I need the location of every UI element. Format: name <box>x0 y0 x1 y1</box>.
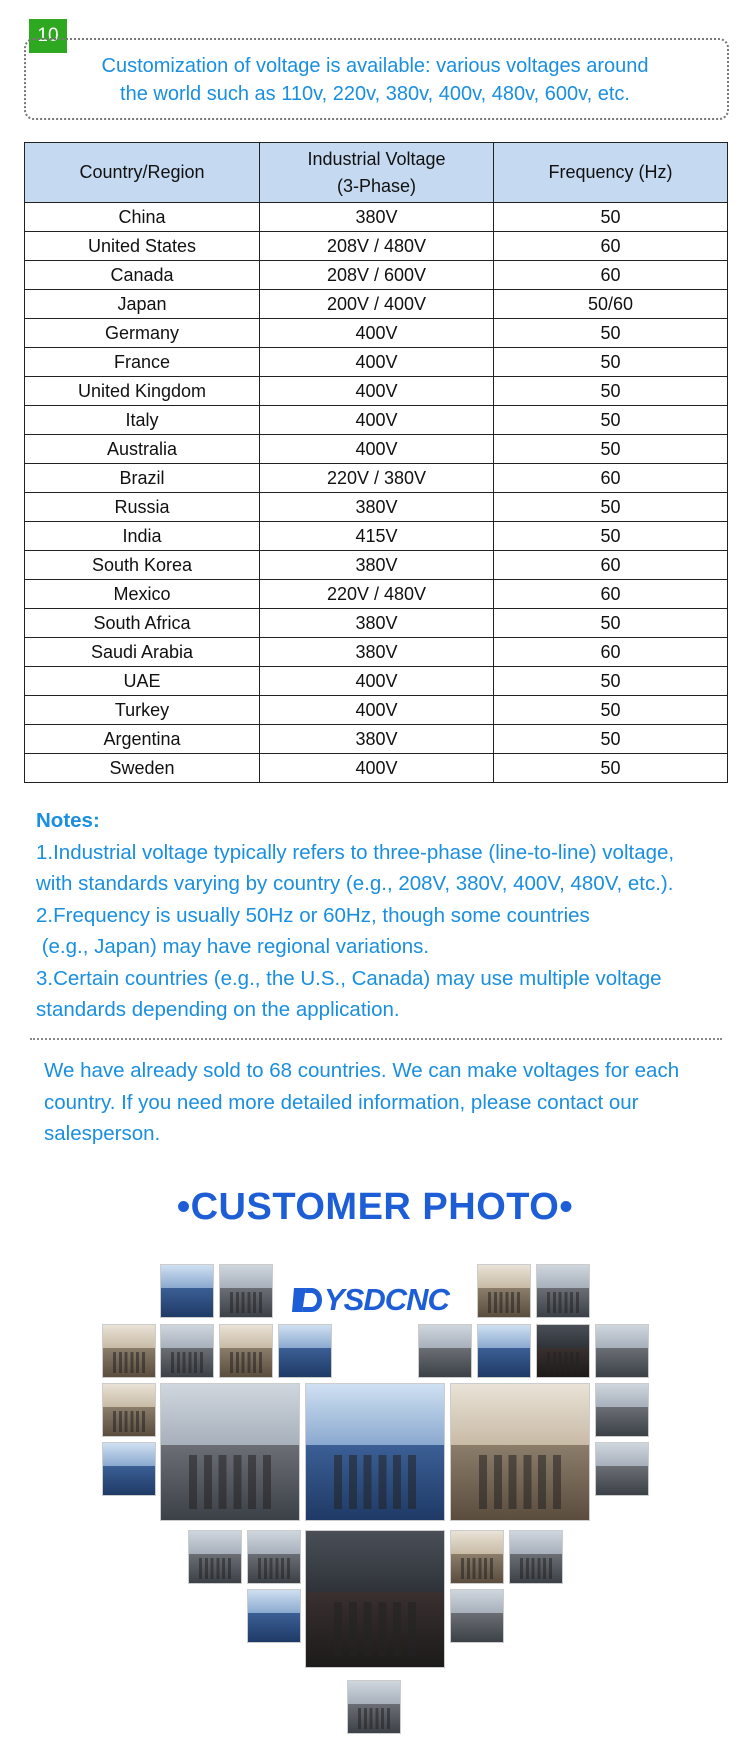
customer-photo <box>509 1530 563 1584</box>
cell-voltage: 400V <box>260 696 494 725</box>
cell-frequency: 50 <box>494 667 728 696</box>
intro-line-2: the world such as 110v, 220v, 380v, 400v, 480v, 600v, etc. <box>120 83 630 105</box>
table-row <box>25 580 728 609</box>
cell-country: Brazil <box>25 464 260 493</box>
sold-countries-text <box>44 1055 724 1150</box>
cell-frequency: 50 <box>494 493 728 522</box>
cell-voltage: 380V <box>260 725 494 754</box>
customer-photo <box>450 1589 504 1643</box>
section-number-badge: 10 <box>29 19 67 53</box>
customer-photo-title: •CUSTOMER PHOTO• <box>176 1186 574 1228</box>
notes-line: 1.Industrial voltage typically refers to three-phase (line-to-line) voltage, <box>36 840 675 864</box>
sold-line: country. If you need more detailed information, please contact our <box>44 1090 639 1114</box>
cell-country: South Korea <box>25 551 260 580</box>
customer-photo <box>247 1589 301 1643</box>
cell-country: Argentina <box>25 725 260 754</box>
intro-text <box>40 52 710 108</box>
cell-country: China <box>25 203 260 232</box>
table-row <box>25 377 728 406</box>
cell-voltage: 208V / 600V <box>260 261 494 290</box>
customer-photo <box>102 1383 156 1437</box>
cell-country: Russia <box>25 493 260 522</box>
sold-line: We have already sold to 68 countries. We can make voltages for each <box>44 1059 680 1082</box>
cell-country: Japan <box>25 290 260 319</box>
table-row <box>25 638 728 667</box>
cell-frequency: 60 <box>494 261 728 290</box>
header-country: Country/Region <box>25 143 260 203</box>
table-row <box>25 203 728 232</box>
cell-frequency: 50 <box>494 754 728 783</box>
table-row <box>25 232 728 261</box>
cell-frequency: 60 <box>494 232 728 261</box>
customer-photo <box>347 1680 401 1734</box>
table-row <box>25 609 728 638</box>
cell-country: South Africa <box>25 609 260 638</box>
header-frequency: Frequency (Hz) <box>494 143 728 203</box>
customer-photo <box>595 1383 649 1437</box>
dotted-divider <box>30 1038 722 1040</box>
customer-photo-large <box>305 1383 445 1521</box>
table-row <box>25 290 728 319</box>
customer-photo-large <box>450 1383 590 1521</box>
cell-voltage: 400V <box>260 667 494 696</box>
customer-photo-large <box>305 1530 445 1668</box>
customer-photo <box>477 1324 531 1378</box>
cell-voltage: 200V / 400V <box>260 290 494 319</box>
table-row <box>25 522 728 551</box>
customer-photo <box>188 1530 242 1584</box>
cell-frequency: 50 <box>494 696 728 725</box>
cell-voltage: 220V / 480V <box>260 580 494 609</box>
table-row <box>25 435 728 464</box>
cell-frequency: 50 <box>494 406 728 435</box>
cell-frequency: 60 <box>494 464 728 493</box>
customer-photo <box>536 1264 590 1318</box>
customer-photo <box>219 1264 273 1318</box>
cell-voltage: 400V <box>260 348 494 377</box>
cell-country: Canada <box>25 261 260 290</box>
cell-voltage: 380V <box>260 493 494 522</box>
header-voltage-line-2: (3-Phase) <box>336 175 417 196</box>
table-row <box>25 261 728 290</box>
notes-line: with standards varying by country (e.g., 208V, 380V, 400V, 480V, etc.). <box>36 872 674 895</box>
ysdcnc-logo-icon <box>292 1286 322 1314</box>
cell-frequency: 50 <box>494 348 728 377</box>
customer-photo <box>595 1324 649 1378</box>
cell-frequency: 50 <box>494 609 728 638</box>
cell-country: United States <box>25 232 260 261</box>
cell-frequency: 50 <box>494 435 728 464</box>
table-row <box>25 754 728 783</box>
cell-frequency: 50 <box>494 319 728 348</box>
intro-line-1: Customization of voltage is available: various voltages around <box>101 55 649 77</box>
table-row <box>25 406 728 435</box>
table-row <box>25 667 728 696</box>
customer-photo <box>536 1324 590 1378</box>
cell-country: Sweden <box>25 754 260 783</box>
customer-photo <box>477 1264 531 1318</box>
cell-country: Mexico <box>25 580 260 609</box>
cell-country: UAE <box>25 667 260 696</box>
cell-frequency: 50 <box>494 203 728 232</box>
cell-voltage: 208V / 480V <box>260 232 494 261</box>
cell-frequency: 60 <box>494 551 728 580</box>
customer-photo-large <box>160 1383 300 1521</box>
cell-country: France <box>25 348 260 377</box>
notes-line: 2.Frequency is usually 50Hz or 60Hz, though some countries <box>36 903 590 927</box>
notes-line: (e.g., Japan) may have regional variations. <box>36 935 430 958</box>
voltage-table <box>24 142 728 783</box>
table-row <box>25 464 728 493</box>
cell-frequency: 50 <box>494 522 728 551</box>
cell-voltage: 380V <box>260 551 494 580</box>
cell-voltage: 400V <box>260 377 494 406</box>
cell-voltage: 400V <box>260 319 494 348</box>
customer-photo <box>418 1324 472 1378</box>
cell-voltage: 400V <box>260 406 494 435</box>
cell-voltage: 400V <box>260 435 494 464</box>
cell-frequency: 50 <box>494 377 728 406</box>
table-row <box>25 348 728 377</box>
cell-voltage: 220V / 380V <box>260 464 494 493</box>
cell-country: Italy <box>25 406 260 435</box>
cell-frequency: 60 <box>494 638 728 667</box>
customer-photo <box>595 1442 649 1496</box>
notes-line: standards depending on the application. <box>36 998 400 1021</box>
logo-text: YSDCNC <box>324 1282 449 1317</box>
table-header-row <box>25 143 728 203</box>
notes-line: 3.Certain countries (e.g., the U.S., Canada) may use multiple voltage <box>36 966 662 990</box>
cell-voltage: 380V <box>260 638 494 667</box>
header-voltage <box>260 143 494 203</box>
table-row <box>25 493 728 522</box>
customer-photo <box>160 1324 214 1378</box>
cell-voltage: 415V <box>260 522 494 551</box>
cell-frequency: 50 <box>494 725 728 754</box>
table-row <box>25 696 728 725</box>
cell-country: Australia <box>25 435 260 464</box>
ysdcnc-logo <box>292 1280 458 1320</box>
notes-title: Notes: <box>36 809 100 832</box>
sold-line: salesperson. <box>44 1122 161 1145</box>
customer-photo <box>102 1442 156 1496</box>
cell-frequency: 50/60 <box>494 290 728 319</box>
header-voltage-line-1: Industrial Voltage <box>307 148 446 169</box>
customer-photo <box>160 1264 214 1318</box>
cell-voltage: 400V <box>260 754 494 783</box>
customer-photo <box>102 1324 156 1378</box>
table-row <box>25 725 728 754</box>
cell-frequency: 60 <box>494 580 728 609</box>
cell-voltage: 380V <box>260 203 494 232</box>
notes-section <box>36 805 736 1026</box>
cell-country: Germany <box>25 319 260 348</box>
table-row <box>25 319 728 348</box>
customer-photo <box>278 1324 332 1378</box>
cell-country: India <box>25 522 260 551</box>
customer-photo <box>219 1324 273 1378</box>
customer-photo <box>450 1530 504 1584</box>
cell-voltage: 380V <box>260 609 494 638</box>
table-row <box>25 551 728 580</box>
cell-country: Saudi Arabia <box>25 638 260 667</box>
customer-photo <box>247 1530 301 1584</box>
cell-country: United Kingdom <box>25 377 260 406</box>
cell-country: Turkey <box>25 696 260 725</box>
